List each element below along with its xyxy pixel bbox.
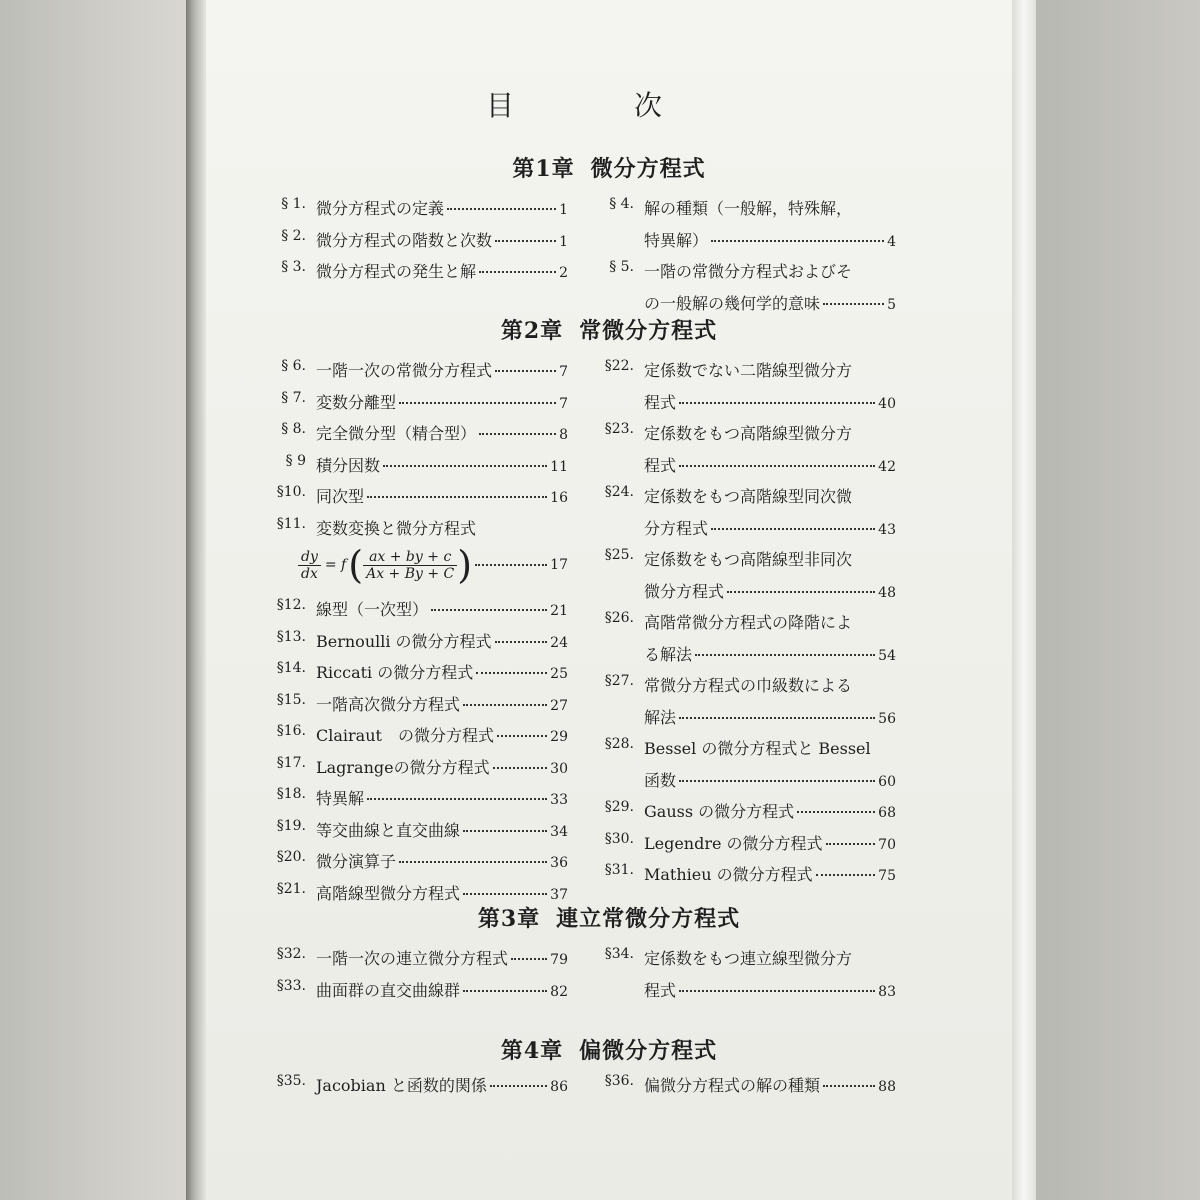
leader-dots bbox=[367, 496, 547, 498]
entry-line bbox=[316, 786, 568, 809]
page-number: 88 bbox=[878, 1079, 896, 1095]
leader-dots bbox=[399, 861, 547, 863]
page-number: 56 bbox=[878, 710, 896, 727]
page-number: 16 bbox=[550, 490, 568, 506]
leader-dots bbox=[463, 893, 547, 895]
entry-title: 微分方程式の発生と解 bbox=[316, 262, 477, 281]
leader-dots bbox=[816, 874, 876, 876]
entry-title: 程式 bbox=[644, 392, 677, 412]
entry-line bbox=[316, 660, 568, 683]
entry-title: Mathieu の微分方程式 bbox=[644, 865, 813, 884]
page-number: 2 bbox=[559, 265, 568, 281]
page-number: 54 bbox=[878, 647, 896, 664]
page-number: 29 bbox=[550, 729, 568, 745]
section-number: §32. bbox=[276, 946, 306, 962]
entry-line bbox=[644, 390, 896, 413]
toc-entry bbox=[586, 1073, 896, 1105]
entry-title: Riccati の微分方程式 bbox=[316, 663, 474, 682]
entry-line bbox=[644, 831, 896, 854]
leader-dots bbox=[447, 208, 556, 210]
entry-line bbox=[644, 610, 896, 633]
page-number: 4 bbox=[887, 233, 896, 250]
leader-dots bbox=[493, 767, 548, 769]
leader-dots bbox=[383, 465, 547, 467]
section-number: §29. bbox=[604, 799, 634, 815]
toc-entry bbox=[586, 196, 896, 259]
section-number: § 5. bbox=[609, 259, 634, 275]
entry-line bbox=[316, 849, 568, 872]
title-char-1: 目 bbox=[486, 89, 515, 122]
book-gutter bbox=[186, 0, 206, 1200]
entry-title: 曲面群の直交曲線群 bbox=[316, 980, 461, 1000]
leader-dots bbox=[797, 811, 875, 813]
entry-title: 解の種類（一般解，特殊解， bbox=[644, 199, 853, 218]
section-number: §21. bbox=[276, 880, 306, 897]
section-number: §27. bbox=[604, 673, 634, 689]
entry-title: 程式 bbox=[644, 980, 677, 1000]
section-number: §24. bbox=[604, 484, 634, 500]
section-number: §13. bbox=[276, 628, 306, 645]
page-number: 70 bbox=[878, 836, 896, 853]
entry-line bbox=[316, 196, 568, 219]
toc-entry bbox=[258, 978, 568, 1010]
leader-dots bbox=[497, 735, 547, 737]
section-number: §12. bbox=[276, 597, 306, 613]
entry-title: 微分方程式の定義 bbox=[316, 199, 445, 218]
left-paren: ( bbox=[348, 543, 364, 587]
entry-line bbox=[644, 291, 896, 314]
toc-entry bbox=[258, 660, 568, 692]
entry-title: 線型（一次型） bbox=[316, 600, 429, 619]
page-number: 7 bbox=[559, 364, 568, 380]
leader-dots bbox=[679, 990, 875, 992]
page-number: 33 bbox=[550, 792, 568, 808]
entry-title: 定係数でない二階線型微分方 bbox=[644, 361, 853, 380]
page-number: 60 bbox=[878, 773, 896, 790]
chapter-title: 常微分方程式 bbox=[579, 318, 718, 344]
toc-entry bbox=[586, 547, 896, 610]
section-number: § 4. bbox=[609, 196, 634, 212]
section-number: § 7. bbox=[281, 389, 306, 406]
section-number: §11. bbox=[276, 515, 306, 532]
entry-line bbox=[316, 390, 568, 413]
leader-dots bbox=[475, 564, 547, 566]
right-paren: ) bbox=[457, 543, 473, 587]
leader-dots bbox=[679, 465, 875, 467]
entry-line bbox=[644, 196, 896, 219]
section-number: §23. bbox=[604, 421, 634, 437]
leader-dots bbox=[463, 830, 547, 832]
leader-dots bbox=[495, 370, 556, 372]
chapter-number: 第2章 bbox=[500, 318, 564, 344]
entry-line bbox=[316, 453, 568, 476]
leader-dots bbox=[711, 240, 884, 242]
toc-entry bbox=[258, 484, 568, 516]
toc-entry bbox=[586, 946, 896, 1009]
leader-dots bbox=[463, 990, 547, 992]
page-number: 40 bbox=[878, 395, 896, 412]
entry-title: 一階の常微分方程式およびそ bbox=[644, 262, 853, 281]
section-number: §33. bbox=[276, 977, 306, 994]
entry-title: 積分因数 bbox=[316, 455, 381, 475]
page-number: 24 bbox=[550, 634, 568, 651]
entry-title: 定係数をもつ連立線型微分方 bbox=[644, 949, 853, 968]
section-number: § 9 bbox=[285, 452, 306, 469]
section-number: §26. bbox=[604, 610, 634, 626]
page-number: 68 bbox=[878, 805, 896, 821]
leader-dots bbox=[826, 843, 876, 845]
entry-title: 変数変換と微分方程式 bbox=[316, 518, 477, 538]
section-number: §10. bbox=[276, 484, 306, 500]
leader-dots bbox=[490, 1085, 547, 1087]
section-number: §31. bbox=[604, 862, 634, 878]
section-number: § 1. bbox=[281, 196, 306, 212]
leader-dots bbox=[711, 528, 875, 530]
entry-title: の一般解の幾何学的意味 bbox=[644, 293, 821, 313]
leader-dots bbox=[399, 402, 556, 404]
entry-title: 函数 bbox=[644, 770, 677, 790]
entry-line bbox=[316, 978, 568, 1001]
entry-line bbox=[316, 259, 568, 282]
page-number: 25 bbox=[550, 666, 568, 682]
toc-entry bbox=[258, 390, 568, 422]
page-number: 30 bbox=[550, 760, 568, 777]
chapter-heading bbox=[206, 902, 1012, 933]
entry-line bbox=[644, 642, 896, 665]
section-number: §15. bbox=[276, 691, 306, 708]
entry-title: 常微分方程式の巾級数による bbox=[644, 676, 853, 695]
leader-dots bbox=[495, 641, 548, 643]
entry-line bbox=[644, 453, 896, 476]
leader-dots bbox=[511, 958, 547, 960]
page-content bbox=[206, 0, 1012, 1200]
section-number: §22. bbox=[604, 358, 634, 374]
chapter-number: 第1章 bbox=[512, 156, 575, 182]
toc-entry bbox=[258, 421, 568, 453]
entry-title: Jacobian と函数的関係 bbox=[316, 1076, 487, 1095]
entry-title: 程式 bbox=[644, 455, 677, 475]
leader-dots bbox=[823, 303, 884, 305]
leader-dots bbox=[431, 609, 547, 611]
fraction-main bbox=[363, 549, 457, 582]
title-char-2: 次 bbox=[634, 89, 663, 122]
page-number: 48 bbox=[878, 584, 896, 601]
denominator: dx bbox=[301, 565, 318, 582]
toc-entry bbox=[258, 259, 568, 291]
page-number: 7 bbox=[559, 395, 568, 412]
equation-11 bbox=[298, 543, 568, 587]
entry-title: 定係数をもつ高階線型微分方 bbox=[644, 424, 853, 443]
entry-line bbox=[644, 579, 896, 602]
entry-title: 特異解） bbox=[644, 230, 709, 250]
entry-line bbox=[644, 547, 896, 570]
entry-line bbox=[644, 259, 896, 282]
toc-entry bbox=[258, 755, 568, 787]
entry-title: Bessel の微分方程式と Bessel bbox=[644, 739, 871, 758]
toc-entry bbox=[258, 818, 568, 850]
entry-title: Legendre の微分方程式 bbox=[644, 833, 823, 853]
entry-line bbox=[316, 228, 568, 251]
entry-title: 等交曲線と直交曲線 bbox=[316, 820, 461, 840]
toc-entry bbox=[258, 946, 568, 978]
left-page-bleed-through bbox=[0, 0, 186, 1200]
toc-entry bbox=[258, 196, 568, 228]
page-number: 27 bbox=[550, 697, 568, 714]
page-number: 79 bbox=[550, 952, 568, 968]
toc-entry bbox=[258, 723, 568, 755]
toc-entry bbox=[258, 692, 568, 724]
leader-dots bbox=[695, 654, 875, 656]
entry-title: 偏微分方程式の解の種類 bbox=[644, 1076, 821, 1095]
toc-entry bbox=[258, 453, 568, 485]
leader-dots bbox=[479, 271, 556, 273]
entry-line bbox=[316, 946, 568, 969]
chapter-number: 第4章 bbox=[500, 1038, 564, 1064]
page-number: 43 bbox=[878, 521, 896, 538]
entry-line bbox=[316, 881, 568, 904]
toc-entry bbox=[258, 1073, 568, 1105]
entry-title: 一階一次の常微分方程式 bbox=[316, 361, 493, 380]
page-number: 21 bbox=[550, 603, 568, 619]
page-number: 8 bbox=[559, 427, 568, 443]
chapter-heading bbox=[206, 1034, 1012, 1065]
section-number: §16. bbox=[276, 723, 306, 739]
section-number: §35. bbox=[276, 1073, 306, 1089]
entry-title: 完全微分型（精合型） bbox=[316, 424, 477, 443]
entry-line bbox=[644, 705, 896, 728]
section-number: §19. bbox=[276, 817, 306, 834]
leader-dots bbox=[679, 402, 875, 404]
entry-line bbox=[316, 755, 568, 778]
entry-title: 定係数をもつ高階線型同次微 bbox=[644, 487, 853, 506]
entry-line bbox=[316, 484, 568, 507]
entry-title: Lagrangeの微分方程式 bbox=[316, 757, 490, 777]
toc-entry bbox=[586, 673, 896, 736]
entry-title: 高階常微分方程式の降階によ bbox=[644, 613, 853, 632]
entry-title: 一階一次の連立微分方程式 bbox=[316, 949, 509, 968]
entry-line bbox=[644, 768, 896, 791]
chapter-title: 偏微分方程式 bbox=[579, 1038, 718, 1064]
entry-line bbox=[316, 597, 568, 620]
section-number: §17. bbox=[276, 754, 306, 771]
toc-entry bbox=[258, 786, 568, 818]
entry-title: る解法 bbox=[644, 644, 693, 664]
leader-dots bbox=[727, 591, 875, 593]
entry-title: 解法 bbox=[644, 707, 677, 727]
toc-entry bbox=[258, 228, 568, 260]
entry-title: 特異解 bbox=[316, 789, 365, 808]
leader-dots bbox=[479, 433, 556, 435]
entry-line bbox=[644, 736, 896, 759]
section-number: § 8. bbox=[281, 421, 306, 437]
fraction-dy-dx bbox=[298, 549, 321, 582]
entry-line bbox=[316, 723, 568, 746]
section-number: §36. bbox=[604, 1073, 634, 1089]
page-number: 36 bbox=[550, 855, 568, 871]
toc-entry bbox=[586, 736, 896, 799]
toc-entry bbox=[586, 421, 896, 484]
chapter-heading bbox=[206, 152, 1012, 183]
toc-entry bbox=[258, 849, 568, 881]
entry-title: 分方程式 bbox=[644, 518, 709, 538]
chapter-title: 微分方程式 bbox=[590, 156, 706, 182]
entry-line bbox=[316, 1073, 568, 1096]
leader-dots bbox=[463, 704, 547, 706]
toc-entry bbox=[586, 259, 896, 322]
page-number: 83 bbox=[878, 983, 896, 1000]
entry-line bbox=[644, 228, 896, 251]
section-number: §25. bbox=[604, 547, 634, 563]
chapter-number: 第3章 bbox=[477, 906, 541, 932]
entry-line bbox=[644, 358, 896, 381]
entry-line bbox=[316, 516, 568, 539]
entry-title: Bernoulli の微分方程式 bbox=[316, 631, 492, 651]
leader-dots bbox=[679, 717, 875, 719]
entry-line bbox=[644, 673, 896, 696]
entry-title: 微分方程式 bbox=[644, 581, 725, 601]
page-number: 37 bbox=[550, 886, 568, 903]
page-number: 11 bbox=[550, 458, 568, 475]
section-number: §14. bbox=[276, 660, 306, 676]
toc-entry bbox=[258, 629, 568, 661]
section-number: § 3. bbox=[281, 259, 306, 275]
entry-line bbox=[644, 484, 896, 507]
leader-dots bbox=[823, 1085, 875, 1087]
entry-line bbox=[316, 818, 568, 841]
entry-line bbox=[316, 358, 568, 381]
entry-title: 変数分離型 bbox=[316, 392, 397, 412]
equals-f: = f bbox=[324, 557, 347, 573]
toc-entry bbox=[586, 831, 896, 863]
toc-entry bbox=[586, 358, 896, 421]
entry-line bbox=[316, 421, 568, 444]
section-number: §18. bbox=[276, 786, 306, 802]
leader-dots bbox=[476, 672, 547, 674]
section-number: §20. bbox=[276, 849, 306, 865]
toc-entry bbox=[586, 610, 896, 673]
leader-dots bbox=[495, 240, 556, 242]
denominator: Ax + By + C bbox=[366, 565, 455, 582]
entry-title: 高階線型微分方程式 bbox=[316, 883, 461, 903]
entry-line bbox=[644, 799, 896, 822]
entry-title: 微分演算子 bbox=[316, 852, 397, 871]
toc-entry bbox=[586, 484, 896, 547]
entry-line bbox=[644, 1073, 896, 1096]
entry-line bbox=[644, 516, 896, 539]
chapter-heading bbox=[206, 314, 1012, 345]
section-number: §28. bbox=[604, 736, 634, 752]
page-number: 34 bbox=[550, 823, 568, 840]
chapter-title: 連立常微分方程式 bbox=[556, 906, 741, 932]
page-number: 42 bbox=[878, 458, 896, 475]
page-number: 82 bbox=[550, 983, 568, 1000]
entry-line bbox=[316, 629, 568, 652]
page-number: 1 bbox=[559, 233, 568, 250]
section-number: §30. bbox=[604, 830, 634, 847]
entry-title: 一階高次微分方程式 bbox=[316, 694, 461, 714]
contents-page bbox=[206, 0, 1012, 1200]
page-number: 17 bbox=[550, 557, 568, 573]
leader-dots bbox=[367, 798, 547, 800]
book-cover bbox=[1036, 0, 1200, 1200]
entry-line bbox=[644, 862, 896, 885]
section-number: § 6. bbox=[281, 358, 306, 374]
numerator: dy bbox=[298, 549, 321, 566]
section-number: § 2. bbox=[281, 227, 306, 244]
leader-dots bbox=[679, 780, 875, 782]
toc-entry bbox=[586, 862, 896, 894]
entry-title: 定係数をもつ高階線型非同次 bbox=[644, 550, 853, 569]
page-number: 75 bbox=[878, 868, 896, 884]
entry-title: 同次型 bbox=[316, 487, 365, 506]
left-page bbox=[0, 0, 186, 1200]
entry-title: 微分方程式の階数と次数 bbox=[316, 230, 493, 250]
section-number: §34. bbox=[604, 946, 634, 962]
page-edge bbox=[1012, 0, 1036, 1200]
entry-line bbox=[644, 946, 896, 969]
entry-line bbox=[316, 692, 568, 715]
toc-entry bbox=[586, 799, 896, 831]
entry-line bbox=[644, 421, 896, 444]
toc-entry bbox=[258, 358, 568, 390]
numerator: ax + by + c bbox=[363, 549, 457, 566]
page-number: 5 bbox=[887, 296, 896, 313]
page-number: 86 bbox=[550, 1079, 568, 1095]
entry-title: Gauss の微分方程式 bbox=[644, 802, 795, 821]
toc-entry bbox=[258, 597, 568, 629]
entry-title: Clairaut の微分方程式 bbox=[316, 726, 494, 745]
entry-line bbox=[644, 978, 896, 1001]
page-number: 1 bbox=[559, 202, 568, 218]
